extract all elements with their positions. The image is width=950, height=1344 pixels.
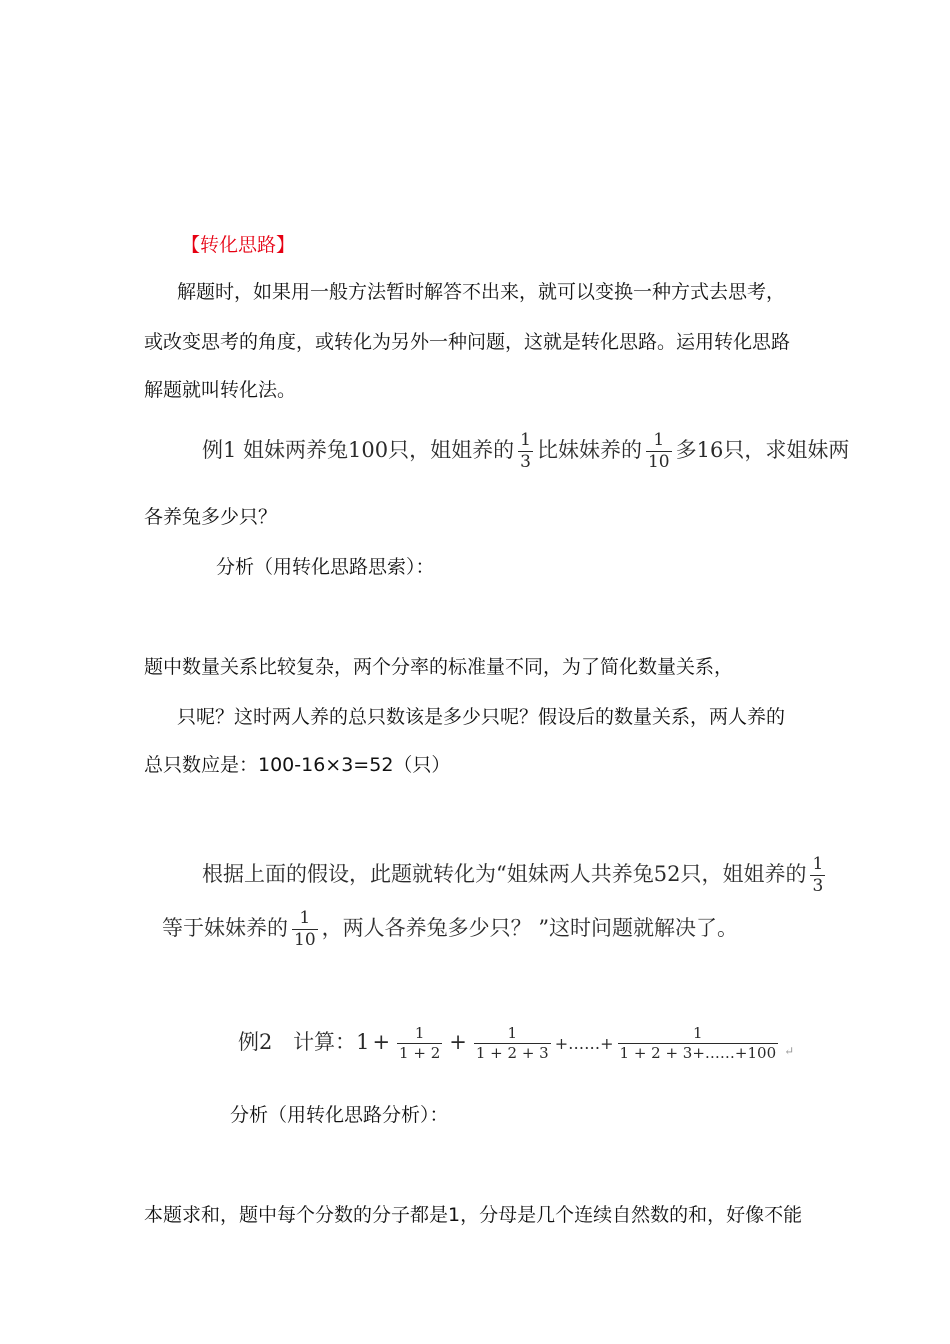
conclusion1-line-2: [162, 910, 738, 949]
fraction-denominator: 1 + 2 + 3+……+100: [619, 1044, 777, 1062]
example1-problem: [202, 432, 849, 471]
example2-fraction-2: [474, 1026, 551, 1061]
fraction-numerator: 1: [812, 854, 824, 874]
example2-plus-1: +: [372, 1030, 391, 1054]
example2-plus-2: +: [449, 1030, 467, 1054]
analysis1-label: 分析（用转化思路思索）：: [216, 556, 435, 578]
analysis2-label: 分析（用转化思路分析）：: [230, 1104, 449, 1126]
example2-term1: 1: [356, 1030, 370, 1054]
fraction-numerator: 1: [507, 1024, 518, 1042]
example2-fraction-3: [618, 1026, 779, 1061]
analysis2-line-1: 本题求和，题中每个分数的分子都是1，分母是几个连续自然数的和，好像不能: [144, 1204, 803, 1226]
example1-fraction-one-third: [518, 432, 533, 471]
fraction-numerator: 1: [693, 1024, 703, 1042]
intro-line-2: 或改变思考的角度，或转化为另外一种问题，这就是转化思路。运用转化思路: [144, 331, 791, 353]
fraction-numerator: 1: [520, 430, 531, 450]
section-heading: 【转化思路】: [181, 234, 296, 256]
example2-ellipsis: +……+: [554, 1034, 614, 1053]
intro-line-3: 解题就叫转化法。: [144, 379, 297, 401]
conclusion1-text-part2: 等于妹妹养的: [162, 916, 288, 940]
fraction-numerator: 1: [653, 430, 665, 450]
fraction-denominator: 10: [294, 930, 316, 950]
fraction-denominator: 3: [520, 452, 531, 472]
conclusion1-fraction-one-third: [810, 856, 825, 895]
fraction-denominator: 1 + 2 + 3: [475, 1044, 549, 1062]
conclusion1-text-part3: ，两人各养兔多少只？ ”这时问题就解决了。: [321, 916, 739, 940]
example2-problem: [238, 1026, 794, 1065]
conclusion1-line-1: [202, 856, 829, 895]
fraction-numerator: 1: [414, 1024, 425, 1042]
fraction-denominator: 10: [647, 452, 670, 472]
conclusion1-fraction-one-tenth: [292, 910, 318, 949]
fraction-denominator: 3: [812, 876, 824, 896]
example2-fraction-1: [397, 1026, 442, 1061]
example1-text-part1: 例1 姐妹两养兔100只，姐姐养的: [202, 438, 515, 462]
example1-text-part3: 多16只，求姐妹两: [675, 438, 850, 462]
return-mark-icon: ↵: [784, 1044, 795, 1058]
fraction-denominator: 1 + 2: [399, 1044, 441, 1062]
analysis1-line-1: 题中数量关系比较复杂，两个分率的标准量不同，为了简化数量关系，: [144, 656, 734, 678]
analysis1-line-2: 只呢？这时两人养的总只数该是多少只呢？假设后的数量关系，两人养的: [177, 706, 786, 728]
intro-line-1: 解题时，如果用一般方法暂时解答不出来，就可以变换一种方式去思考，: [177, 281, 786, 303]
example2-label: 例2: [238, 1030, 273, 1054]
analysis1-line-3: 总只数应是：100-16×3=52（只）: [144, 754, 451, 776]
example1-fraction-one-tenth: [646, 432, 672, 471]
example1-continuation: 各养兔多少只？: [144, 506, 278, 528]
fraction-numerator: 1: [299, 908, 311, 928]
example1-text-part2: 比妹妹养的: [536, 438, 642, 462]
conclusion1-text-part1: 根据上面的假设，此题就转化为“姐妹两人共养兔52只，姐姐养的: [202, 862, 807, 886]
example2-prefix: 计算：: [293, 1030, 357, 1054]
